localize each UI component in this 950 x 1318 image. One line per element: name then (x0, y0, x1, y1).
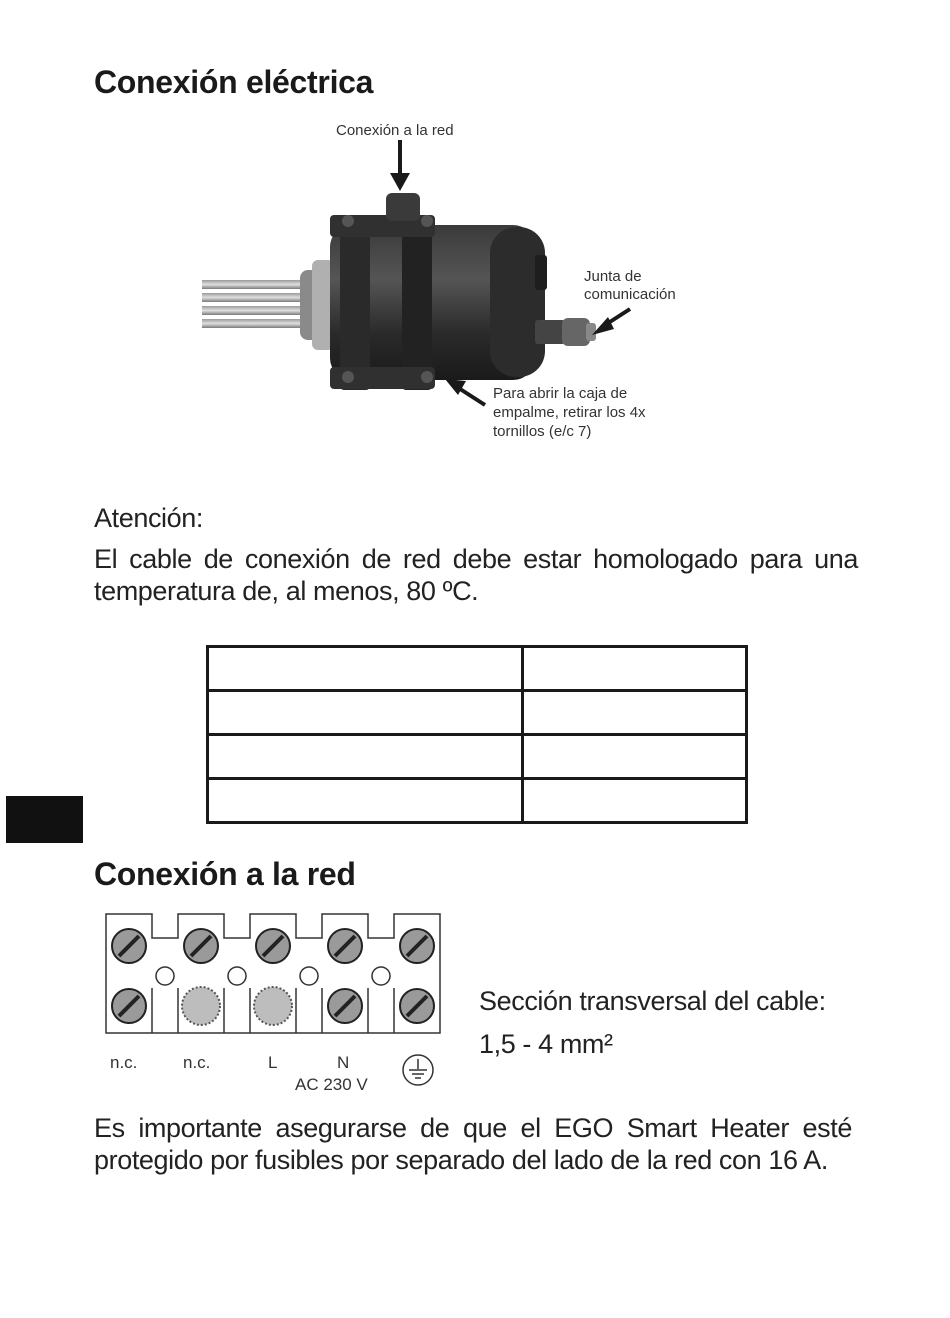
terminal-label-n: N (337, 1053, 350, 1072)
table-cell (523, 735, 747, 779)
table-cell (208, 779, 523, 823)
terminal-block-diagram (100, 908, 450, 1068)
fuse-note: Es importante asegurarse de que el EGO Smart Heater esté protegido por fusibles por separado del lado de la red con 16 A. (94, 1113, 852, 1175)
arrow-up-left-icon (445, 379, 485, 405)
terminal-label-l: L (268, 1053, 278, 1072)
attention-text: El cable de conexión de red debe estar homologado para una temperatura de, al menos, 80 ºC. (94, 544, 858, 606)
terminal-label-nc-2: n.c. (183, 1053, 211, 1072)
spec-table (206, 645, 748, 824)
figure-label-mains-connection: Conexión a la red (336, 122, 454, 139)
table-cell (208, 735, 523, 779)
chapter-side-tab (6, 796, 83, 843)
terminal-voltage-label: AC 230 V (295, 1075, 368, 1094)
table-row (208, 647, 747, 691)
figure-label-comm-joint-1: Junta de (584, 268, 642, 285)
table-row (208, 779, 747, 823)
figure-label-junction-box-3: tornillos (e/c 7) (493, 423, 592, 440)
arrow-left-icon (592, 309, 630, 335)
table-row (208, 691, 747, 735)
cable-section-label: Sección transversal del cable: (479, 986, 826, 1016)
attention-label: Atención: (94, 503, 203, 533)
table-cell (523, 647, 747, 691)
cable-section-value: 1,5 - 4 mm² (479, 1029, 613, 1059)
table-cell (523, 691, 747, 735)
figure-label-junction-box-1: Para abrir la caja de (493, 385, 628, 402)
section-heading-electrical-connection: Conexión eléctrica (94, 64, 374, 100)
figure-label-junction-box-2: empalme, retirar los 4x (493, 404, 646, 421)
arrow-down-icon (390, 140, 410, 191)
table-cell (208, 691, 523, 735)
section-heading-mains-connection: Conexión a la red (94, 856, 356, 892)
table-row (208, 735, 747, 779)
ground-icon (401, 1053, 435, 1087)
terminal-label-nc-1: n.c. (110, 1053, 138, 1072)
figure-label-comm-joint-2: comunicación (584, 286, 676, 303)
table-cell (208, 647, 523, 691)
table-cell (523, 779, 747, 823)
